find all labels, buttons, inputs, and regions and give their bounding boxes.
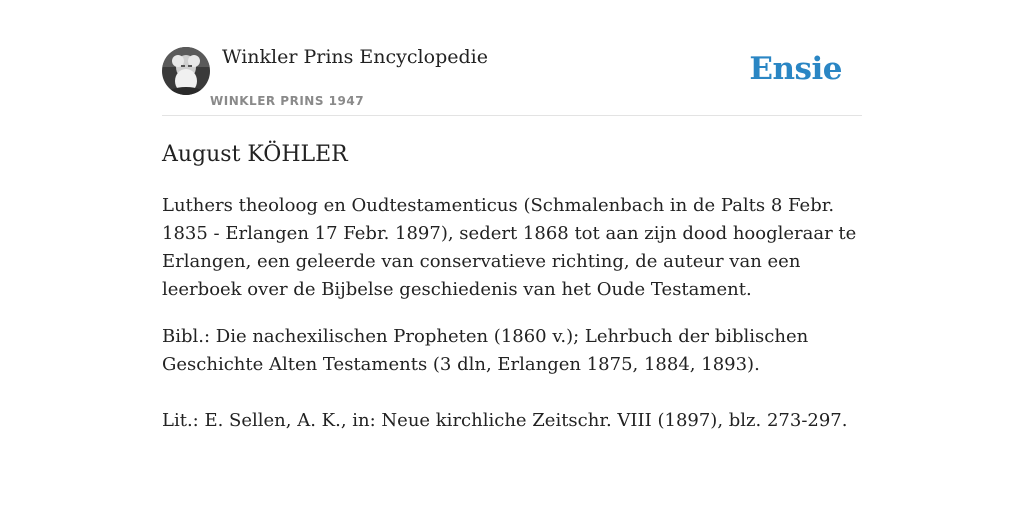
site-header bbox=[162, 44, 862, 116]
article-paragraph-literature: Lit.: E. Sellen, A. K., in: Neue kirchliche Zeitschr. VIII (1897), blz. 273-297. bbox=[162, 410, 848, 431]
site-title[interactable]: Winkler Prins Encyclopedie bbox=[222, 46, 488, 68]
article-paragraph-definition: Luthers theoloog en Oudtestamenticus (Schmalenbach in de Palts 8 Febr. 1835 - Erlangen 17 Febr. 1897), sedert 1868 tot aan zijn dood hoogleraar te Erlangen, een geleerde van conservatieve richting, de auteur van een leerboek over de Bijbelse geschiedenis van het Oude Testament. bbox=[162, 195, 857, 300]
article bbox=[162, 140, 862, 435]
portrait-icon bbox=[162, 47, 210, 95]
ensie-logo-link[interactable]: Ensie bbox=[749, 51, 842, 87]
article-paragraph-bibliography: Bibl.: Die nachexilischen Propheten (1860 v.); Lehrbuch der biblischen Geschichte Alten Testaments (3 dln, Erlangen 1875, 1884, 1893). bbox=[162, 326, 809, 375]
source-subtitle[interactable]: WINKLER PRINS 1947 bbox=[210, 94, 365, 108]
header-divider bbox=[162, 115, 862, 116]
article-title: August KÖHLER bbox=[162, 142, 348, 167]
avatar[interactable] bbox=[162, 47, 210, 95]
